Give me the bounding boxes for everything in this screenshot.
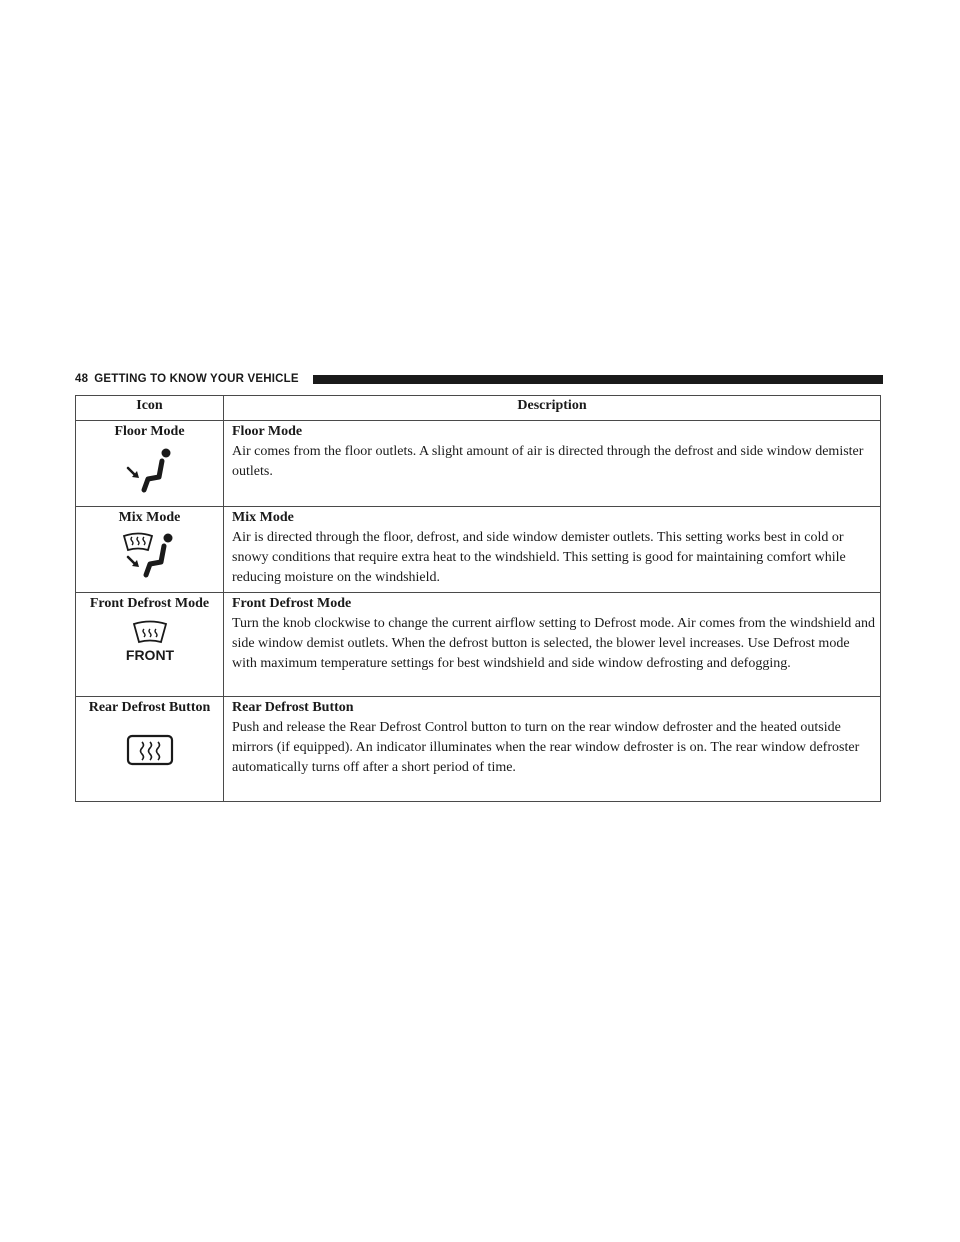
icon-cell: [76, 507, 224, 593]
front-defrost-icon: [120, 620, 180, 664]
icon-cell: [76, 593, 224, 697]
front-icon-text: FRONT: [125, 647, 174, 663]
icon-cell: [76, 697, 224, 802]
table-header-row: [76, 396, 881, 421]
table-row-rear-defrost: [76, 697, 881, 802]
description-title: Mix Mode: [232, 510, 294, 525]
icon-label: Rear Defrost Button: [88, 700, 211, 715]
description-body: Turn the knob clockwise to change the current airflow setting to Defrost mode. Air comes from the windshield and side window demist outlets. When the defrost button is selected, the blower level increases. Use Defrost mode with maximum temperature settings for best windshield and side window defrosting and defogging.: [232, 616, 875, 671]
section-title: GETTING TO KNOW YOUR VEHICLE: [94, 373, 299, 385]
description-cell: [224, 697, 881, 802]
icon-label: Mix Mode: [118, 510, 181, 525]
description-cell: [224, 507, 881, 593]
icon-label: Front Defrost Mode: [89, 596, 210, 611]
header-text: [75, 373, 305, 385]
table-row-front-defrost: [76, 593, 881, 697]
column-header-description: Description: [224, 396, 881, 421]
description-body: Air comes from the floor outlets. A slight amount of air is directed through the defrost and side window demister outlets.: [232, 444, 864, 479]
table-row-mix-mode: [76, 507, 881, 593]
description-body: Air is directed through the floor, defrost, and side window demister outlets. This setting works best in cold or snowy conditions that require extra heat to the windshield. This setting is good for maintaining comfort while reducing moisture on the windshield.: [232, 530, 846, 585]
column-header-icon: Icon: [76, 396, 224, 421]
page-number: 48: [75, 373, 89, 385]
mix-mode-icon: [120, 528, 180, 580]
description-title: Floor Mode: [232, 424, 303, 439]
description-cell: [224, 593, 881, 697]
description-title: Front Defrost Mode: [232, 596, 352, 611]
table-row-floor-mode: [76, 421, 881, 507]
description-title: Rear Defrost Button: [232, 700, 354, 715]
rear-defrost-icon: [122, 732, 178, 772]
header-rule: [313, 375, 883, 384]
floor-mode-icon: [122, 444, 178, 496]
page-header: [75, 371, 883, 387]
description-body: Push and release the Rear Defrost Control button to turn on the rear window defroster and the heated outside mirrors (if equipped). An indicator illuminates when the rear window defroster is on. The rear window defroster automatically turns off after a short period of time.: [232, 720, 860, 775]
icon-cell: [76, 421, 224, 507]
description-cell: [224, 421, 881, 507]
icon-label: Floor Mode: [114, 424, 185, 439]
climate-modes-table: [75, 395, 881, 802]
